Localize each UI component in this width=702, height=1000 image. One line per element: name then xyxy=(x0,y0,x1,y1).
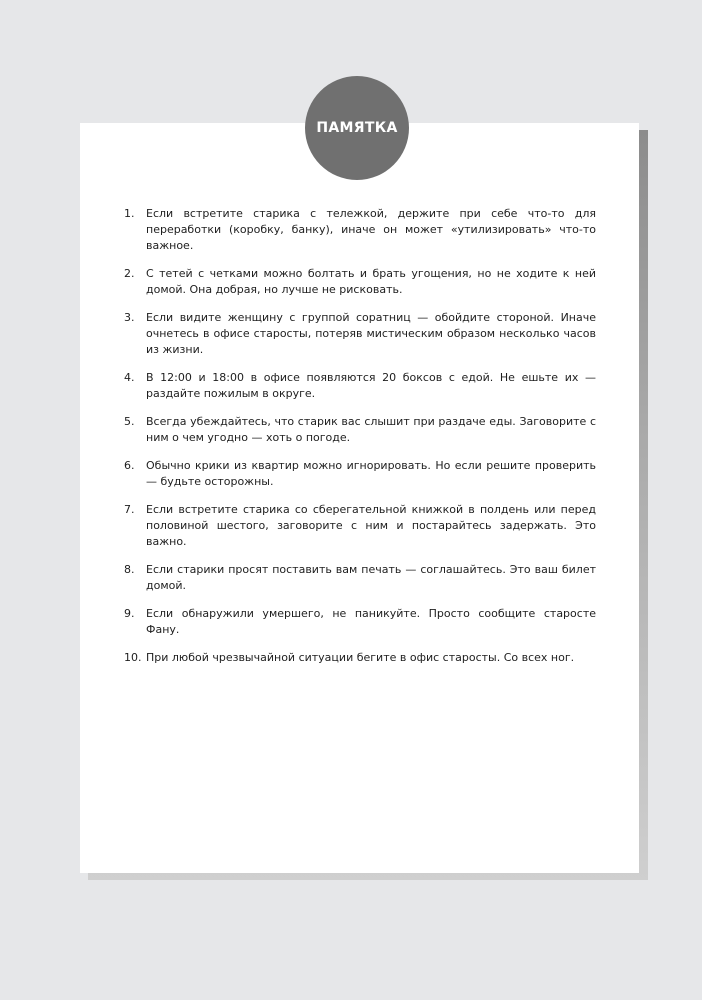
rules-list xyxy=(124,206,596,678)
rule-item-7 xyxy=(124,502,596,550)
rule-item-9 xyxy=(124,606,596,638)
rule-number: 9. xyxy=(124,607,135,620)
rule-item-3 xyxy=(124,310,596,358)
rule-item-1 xyxy=(124,206,596,254)
rule-number: 3. xyxy=(124,311,135,324)
rule-item-2 xyxy=(124,266,596,298)
memo-badge xyxy=(305,76,409,180)
rule-number: 8. xyxy=(124,563,135,576)
rule-item-6 xyxy=(124,458,596,490)
rule-number: 6. xyxy=(124,459,135,472)
rule-item-4 xyxy=(124,370,596,402)
rule-text: Если видите женщину с группой соратниц — обойдите стороной. Иначе очнетесь в офисе старосты, потеряв мистическим образом несколько часов из жизни. xyxy=(146,311,596,356)
rule-text: Если встретите старика с тележкой, держите при себе что-то для переработки (коробку, банку), иначе он может «утилизировать» что-то важное. xyxy=(146,207,596,252)
rule-item-10 xyxy=(124,650,596,666)
rule-text: Обычно крики из квартир можно игнорировать. Но если решите проверить — будьте осторожны. xyxy=(146,459,596,488)
rule-text: При любой чрезвычайной ситуации бегите в офис старосты. Со всех ног. xyxy=(146,651,575,664)
rule-number: 5. xyxy=(124,415,135,428)
rule-item-8 xyxy=(124,562,596,594)
rule-number: 7. xyxy=(124,503,135,516)
rule-item-5 xyxy=(124,414,596,446)
rule-text: Если обнаружили умершего, не паникуйте. Просто сообщите старосте Фану. xyxy=(146,607,596,636)
rule-text: С тетей с четками можно болтать и брать угощения, но не ходите к ней домой. Она добрая, но лучше не рисковать. xyxy=(146,267,596,296)
rule-number: 4. xyxy=(124,371,135,384)
memo-title: ПАМЯТКА xyxy=(316,120,398,136)
rule-text: В 12:00 и 18:00 в офисе появляются 20 боксов с едой. Не ешьте их — раздайте пожилым в округе. xyxy=(146,371,596,400)
rule-text: Если встретите старика со сберегательной книжкой в полдень или перед половиной шестого, заговорите с ним и постарайтесь задержать. Это важно. xyxy=(146,503,596,548)
rule-number: 10. xyxy=(124,651,142,664)
rule-number: 2. xyxy=(124,267,135,280)
rule-text: Если старики просят поставить вам печать — соглашайтесь. Это ваш билет домой. xyxy=(146,563,596,592)
rule-text: Всегда убеждайтесь, что старик вас слышит при раздаче еды. Заговорите с ним о чем угодно — хоть о погоде. xyxy=(146,415,596,444)
rule-number: 1. xyxy=(124,207,135,220)
